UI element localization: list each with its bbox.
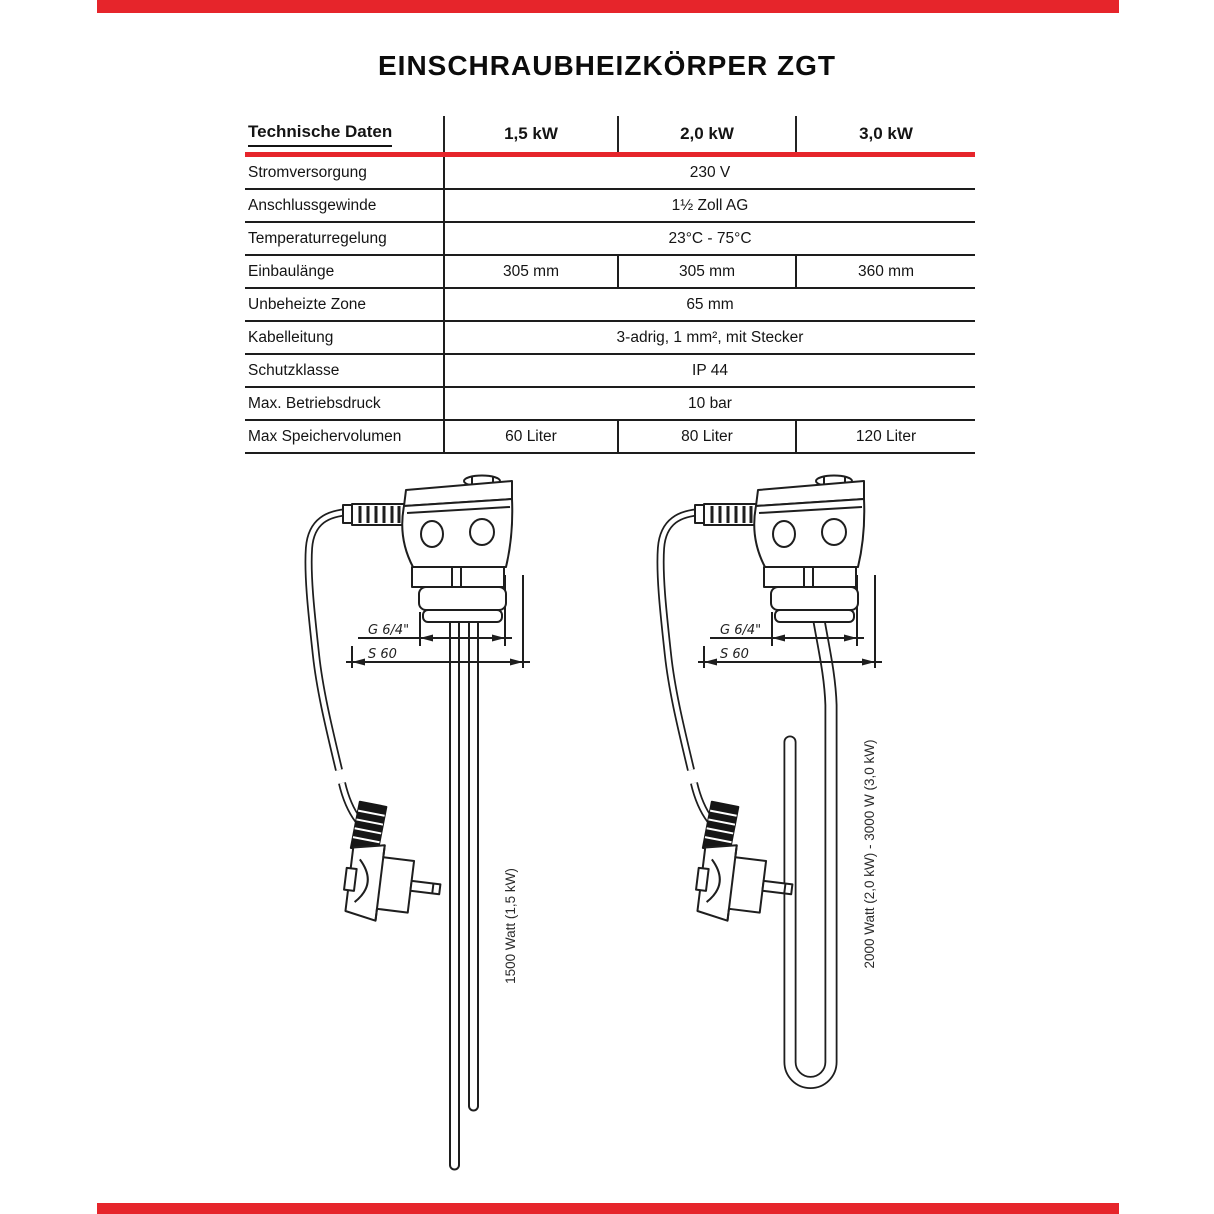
column-header-2-0kw: 2,0 kW [617,116,795,152]
row-value-3-0kw: 120 Liter [795,421,975,452]
table-header-row [245,116,975,152]
table-row [245,388,975,421]
row-label: Anschlussgewinde [248,196,377,214]
left-element-caption: 1500 Watt (1,5 kW) [503,868,518,984]
right-heating-rod [790,615,831,1082]
page-title: EINSCHRAUBHEIZKÖRPER ZGT [377,50,836,81]
table-row [245,190,975,223]
row-value-3-0kw: 360 mm [795,256,975,287]
thread-dim-label-left: G 6/4" [368,623,410,638]
table-row [245,322,975,355]
row-value-2-0kw: 305 mm [617,256,795,287]
right-element-caption: 2000 Watt (2,0 kW) - 3000 W (3,0 kW) [862,739,877,969]
technical-data-table [245,116,975,454]
row-value: 3-adrig, 1 mm², mit Stecker [443,322,975,353]
row-value-1-5kw: 60 Liter [443,421,617,452]
row-value-1-5kw: 305 mm [443,256,617,287]
table-row [245,223,975,256]
table-header-label: Technische Daten [248,122,392,147]
table-row [245,157,975,190]
column-header-1-5kw: 1,5 kW [443,116,617,152]
row-label: Kabelleitung [248,328,334,346]
row-value: 1½ Zoll AG [443,190,975,221]
right-element-head [661,476,882,929]
row-value: 23°C - 75°C [443,223,975,254]
heating-element-drawings [280,450,940,1210]
column-header-3-0kw: 3,0 kW [795,116,975,152]
table-row [245,256,975,289]
row-label: Max. Betriebsdruck [248,394,381,412]
row-value: 65 mm [443,289,975,320]
row-label: Stromversorgung [248,163,367,181]
row-label: Schutzklasse [248,361,340,379]
row-label: Max Speichervolumen [248,427,402,445]
row-label: Unbeheizte Zone [248,295,367,313]
table-row [245,289,975,322]
wrench-dim-label-left: S 60 [368,647,397,662]
row-value: 10 bar [443,388,975,419]
left-heating-rod [455,615,474,1165]
left-element-head [309,476,530,929]
table-row [245,355,975,388]
thread-dim-label-right: G 6/4" [720,623,762,638]
row-value: 230 V [443,157,975,188]
wrench-dim-label-right: S 60 [720,647,749,662]
row-label: Temperaturregelung [248,229,387,247]
row-value: IP 44 [443,355,975,386]
row-value-2-0kw: 80 Liter [617,421,795,452]
row-label: Einbaulänge [248,262,335,280]
top-red-bar [97,0,1119,13]
